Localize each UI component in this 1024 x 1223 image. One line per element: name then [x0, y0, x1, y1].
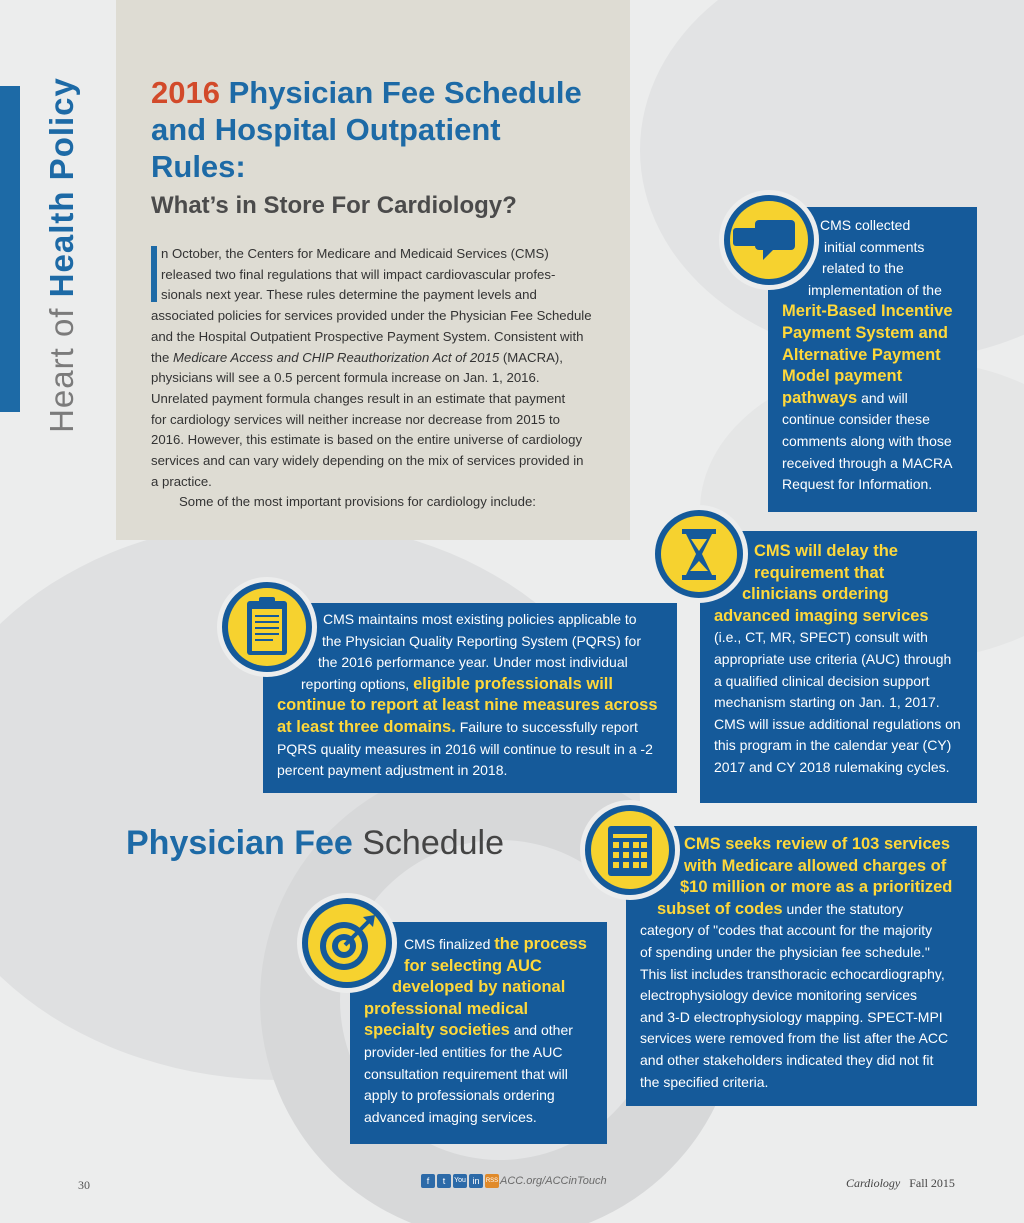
clipboard-icon: [217, 577, 317, 677]
rss-icon[interactable]: RSS: [485, 1174, 499, 1188]
drop-cap-i: [151, 246, 157, 302]
card-highlight: continue to report at least nine measures across: [277, 696, 658, 715]
card-line: services were removed from the list after the ACC: [640, 1030, 949, 1047]
card-highlight: requirement that: [754, 563, 885, 582]
intro-line: and the Hospital Outpatient Prospective Payment System. Consistent with: [151, 328, 584, 344]
title-text: Physician Fee Schedule and Hospital Outpatient Rules:: [151, 75, 582, 184]
card-highlight: specialty societies: [364, 1021, 510, 1040]
section-label: [43, 65, 80, 445]
twitter-icon[interactable]: t: [437, 1174, 451, 1188]
card-line: provider-led entities for the AUC: [364, 1043, 563, 1060]
heading-rest: Schedule: [352, 824, 505, 862]
card-line: continue consider these: [782, 411, 930, 428]
card-line: the 2016 performance year. Under most individual: [318, 654, 628, 671]
card-line: CMS will issue additional regulations on: [714, 715, 961, 732]
card-line: consultation requirement that will: [364, 1065, 568, 1082]
card-line: the Physician Quality Reporting System (PQRS) for: [322, 632, 642, 649]
card-pqrs-text: [277, 609, 672, 782]
card-line: 2017 and CY 2018 rulemaking cycles.: [714, 758, 950, 775]
card-line: (i.e., CT, MR, SPECT) consult with: [714, 629, 928, 646]
card-line: appropriate use criteria (AUC) through: [714, 650, 952, 667]
card-line: apply to professionals ordering: [364, 1087, 555, 1104]
macra-act-name: Medicare Access and CHIP Reauthorization Act of 2015: [173, 349, 500, 365]
card-line-mixed: [640, 899, 975, 921]
card-line-mixed: [364, 934, 604, 956]
card-line-mixed: [782, 388, 972, 410]
card-line: received through a MACRA: [782, 454, 953, 471]
card-highlight: $10 million or more as a prioritized: [680, 878, 953, 897]
intro-line: n October, the Centers for Medicare and Medicaid Services (CMS): [161, 246, 549, 261]
intro-line: a practice.: [151, 473, 212, 489]
card-text: reporting options,: [301, 675, 414, 692]
card-line: PQRS quality measures in 2016 will continue to result in a -2: [277, 740, 653, 757]
card-highlight: developed by national: [392, 978, 566, 997]
card-line: implementation of the: [808, 281, 942, 298]
social-icons: [421, 1174, 499, 1188]
target-icon: [297, 893, 397, 993]
macra-post: (MACRA),: [499, 349, 563, 365]
article-title: [151, 74, 591, 185]
card-line: comments along with those: [782, 432, 952, 449]
card-line: Request for Information.: [782, 476, 933, 493]
intro-line: for cardiology services will neither increase nor decrease from 2015 to: [151, 411, 561, 427]
card-line: CMS collected: [820, 217, 911, 233]
card-highlight: Merit-Based Incentive: [782, 302, 953, 321]
heading-bold: Physician Fee: [126, 824, 353, 862]
card-line: of spending under the physician fee schedule.": [640, 943, 930, 960]
card-text: CMS finalized: [404, 936, 495, 952]
card-highlight: eligible professionals will: [413, 674, 613, 693]
intro-body: [151, 244, 601, 513]
article-subtitle: What’s in Store For Cardiology?: [151, 192, 517, 219]
linkedin-icon[interactable]: in: [469, 1174, 483, 1188]
intro-line: sionals next year. These rules determine the payment levels and: [161, 287, 537, 303]
card-text: under the statutory: [782, 900, 904, 917]
card-highlight: Alternative Payment: [782, 345, 941, 364]
card-text: Failure to successfully report: [455, 718, 638, 735]
intro-line: associated policies for services provided under the Physician Fee Schedule: [151, 308, 592, 324]
macra-pre: the: [151, 349, 173, 365]
card-text: and other: [509, 1022, 573, 1039]
section-tab-bar: [0, 86, 20, 412]
card-highlight: the process: [494, 935, 587, 953]
card-line-mixed: [277, 717, 672, 739]
card-line: a qualified clinical decision support: [714, 672, 930, 689]
card-pqrs: [263, 603, 677, 793]
card-highlight: Model payment: [782, 367, 903, 386]
card-highlight: CMS will delay the: [754, 542, 898, 560]
card-highlight: pathways: [782, 388, 858, 407]
intro-closing: Some of the most important provisions for cardiology include:: [179, 494, 536, 510]
card-line: this program in the calendar year (CY): [714, 737, 952, 754]
card-line: advanced imaging services.: [364, 1108, 537, 1125]
card-highlight: at least three domains.: [277, 717, 456, 736]
card-line: percent payment adjustment in 2018.: [277, 762, 508, 779]
intro-line: released two final regulations that will impact cardiovascular profes-: [161, 266, 556, 282]
card-line: This list includes transthoracic echocardiography,: [640, 965, 945, 982]
issue-date: Fall 2015: [909, 1176, 955, 1190]
calendar-grid-icon: [580, 800, 680, 900]
hourglass-icon: [650, 505, 748, 603]
card-line: related to the: [822, 260, 904, 277]
section-heading: [126, 824, 504, 863]
card-line-mixed: [277, 674, 672, 696]
footer-issue: [846, 1176, 955, 1191]
card-line: CMS maintains most existing policies applicable to: [323, 611, 637, 627]
intro-line: services and can vary widely depending on the mix of services provided in: [151, 453, 584, 469]
intro-line: Unrelated payment formula changes result in an estimate that payment: [151, 390, 566, 406]
footer-url-link[interactable]: ACC.org/ACCinTouch: [500, 1175, 607, 1187]
card-line: initial comments: [824, 238, 925, 255]
card-highlight: with Medicare allowed charges of: [684, 856, 947, 875]
youtube-icon[interactable]: You: [453, 1174, 467, 1188]
magazine-name: Cardiology: [846, 1176, 901, 1190]
card-line: electrophysiology device monitoring services: [640, 987, 918, 1004]
card-highlight: professional medical: [364, 999, 529, 1018]
intro-line-macra: [151, 348, 601, 369]
page-number: 30: [78, 1178, 90, 1192]
card-line: mechanism starting on Jan. 1, 2017.: [714, 694, 940, 711]
facebook-icon[interactable]: f: [421, 1174, 435, 1188]
card-highlight: subset of codes: [657, 899, 783, 918]
card-auc-process-text: [364, 934, 604, 1128]
card-highlight: advanced imaging services: [714, 606, 929, 625]
card-highlight: for selecting AUC: [404, 956, 542, 975]
card-auc-delay-text: [714, 541, 974, 779]
card-text: and will: [857, 389, 908, 406]
card-highlight: CMS seeks review of 103 services: [684, 835, 951, 853]
intro-line: 2016. However, this estimate is based on the entire universe of cardiology: [151, 432, 583, 448]
card-review-text: [640, 834, 975, 1093]
card-highlight: clinicians ordering: [742, 585, 889, 604]
chat-bubble-icon: [719, 190, 819, 290]
section-label-light: Heart of: [43, 297, 80, 433]
card-line-mixed: [364, 1020, 604, 1042]
card-line: category of "codes that account for the majority: [640, 922, 933, 939]
section-label-bold: Health Policy: [43, 77, 80, 298]
intro-line: physicians will see a 0.5 percent formula increase on Jan. 1, 2016.: [151, 370, 540, 386]
title-year: 2016: [151, 75, 220, 110]
intro-paragraph: [151, 244, 601, 492]
card-highlight: Payment System and: [782, 323, 948, 342]
card-line: the specified criteria.: [640, 1073, 769, 1090]
card-line: and other stakeholders indicated they did not fit: [640, 1051, 934, 1068]
card-line: and 3-D electrophysiology mapping. SPECT-MPI: [640, 1008, 943, 1025]
